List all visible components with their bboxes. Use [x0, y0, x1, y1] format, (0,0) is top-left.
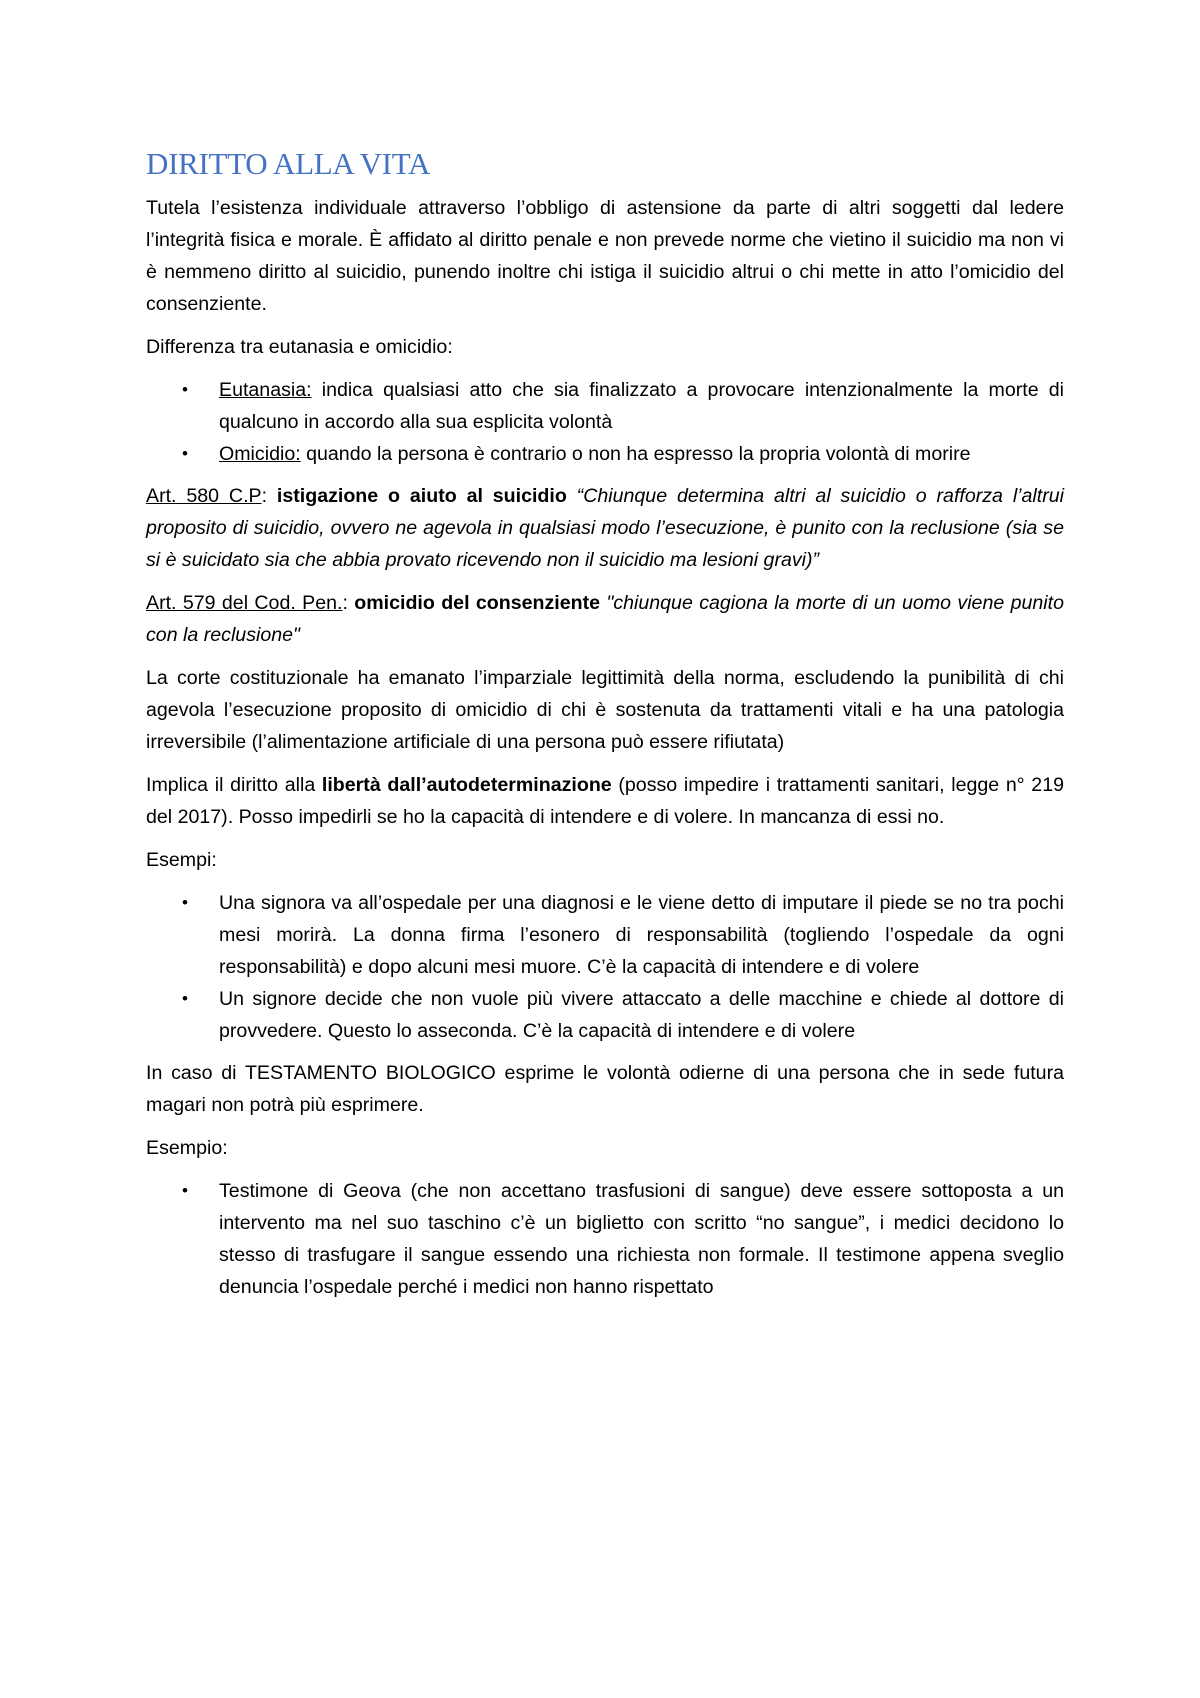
article-name: istigazione o aiuto al suicidio — [276, 485, 567, 507]
implica-paragraph — [146, 769, 1064, 833]
list-item — [146, 983, 1064, 1047]
list-item — [146, 887, 1064, 983]
esempio-list — [146, 1175, 1064, 1303]
testamento-paragraph: In caso di TESTAMENTO BIOLOGICO esprime le volontà odierne di una persona che in sede futura magari non potrà più esprimere. — [146, 1062, 1064, 1116]
implica-text-post: (posso impedire i trattamenti sanitari, legge n° 219 del 2017). Posso impedirli se ho la capacità di intendere e di volere. In mancanza di essi no. — [146, 774, 1064, 828]
diff-list — [146, 374, 1064, 470]
list-item — [146, 374, 1064, 438]
esempi-heading: Esempi: — [146, 849, 217, 871]
list-item-text: Un signore decide che non vuole più vivere attaccato a delle macchine e chiede al dottore di provvedere. Questo lo asseconda. C’è la capacità di intendere e di volere — [219, 988, 1064, 1042]
bullet-icon: • — [182, 989, 188, 1008]
term-definition: quando la persona è contrario o non ha espresso la propria volontà di morire — [300, 443, 971, 465]
page-title: DIRITTO ALLA VITA — [146, 146, 431, 181]
diff-heading: Differenza tra eutanasia e omicidio: — [146, 336, 453, 358]
bullet-icon: • — [182, 893, 188, 912]
term-label: Eutanasia: — [219, 379, 312, 401]
article-reference: Art. 579 del Cod. Pen. — [146, 592, 343, 614]
term-definition: indica qualsiasi atto che sia finalizzato a provocare intenzionalmente la morte di qualcuno in accordo alla sua esplicita volontà — [219, 379, 1064, 433]
art-579-paragraph — [146, 587, 1064, 651]
article-separator: : — [261, 485, 277, 507]
bullet-icon: • — [182, 444, 188, 463]
implica-text-pre: Implica il diritto alla — [146, 774, 322, 796]
intro-paragraph: Tutela l’esistenza individuale attraverso l’obbligo di astensione da parte di altri soggetti dal ledere l’integrità fisica e morale. È affidato al diritto penale e non prevede norme che vietino il suicidio ma non vi è nemmeno diritto al suicidio, punendo inoltre chi istiga il suicidio altrui o chi mette in atto l’omicidio del consenziente. — [146, 197, 1064, 315]
corte-paragraph: La corte costituzionale ha emanato l’imparziale legittimità della norma, escludendo la punibilità di chi agevola l’esecuzione proposito di omicidio di chi è sostenuta da trattamenti vitali e ha una patologia irreversibile (l’alimentazione artificiale di una persona può essere rifiutata) — [146, 667, 1064, 753]
bullet-icon: • — [182, 1181, 188, 1200]
term-label: Omicidio: — [219, 443, 301, 465]
implica-bold: libertà dall’autodeterminazione — [321, 774, 612, 796]
list-item-text: Una signora va all’ospedale per una diagnosi e le viene detto di imputare il piede se no tra pochi mesi morirà. La donna firma l’esonero di responsabilità (togliendo l’ospedale da ogni responsabilità) e dopo alcuni mesi muore. C’è la capacità di intendere e di volere — [219, 892, 1064, 978]
list-item-text: Testimone di Geova (che non accettano trasfusioni di sangue) deve essere sottoposta a un intervento ma nel suo taschino c’è un biglietto con scritto “no sangue”, i medici decidono lo stesso di trasfugare il sangue essendo una richiesta non formale. Il testimone appena sveglio denuncia l’ospedale perché i medici non hanno rispettato — [219, 1180, 1064, 1298]
esempio-heading: Esempio: — [146, 1137, 228, 1159]
esempi-list — [146, 887, 1064, 1047]
list-item — [146, 438, 1064, 470]
list-item — [146, 1175, 1064, 1303]
article-reference: Art. 580 C.P — [146, 485, 262, 507]
article-separator: : — [342, 592, 355, 614]
article-quote: “Chiunque determina altri al suicidio o rafforza l’altrui proposito di suicidio, ovvero ne agevola in qualsiasi modo l’esecuzione, è punito con la reclusione (sia se si è suicidato sia che abbia provato ricevendo non il suicidio ma lesioni gravi)” — [146, 485, 1065, 571]
art-580-paragraph — [146, 480, 1064, 576]
bullet-icon: • — [182, 380, 188, 399]
article-name: omicidio del consenziente — [354, 592, 600, 614]
article-quote: "chiunque cagiona la morte di un uomo viene punito con la reclusione" — [146, 592, 1064, 646]
